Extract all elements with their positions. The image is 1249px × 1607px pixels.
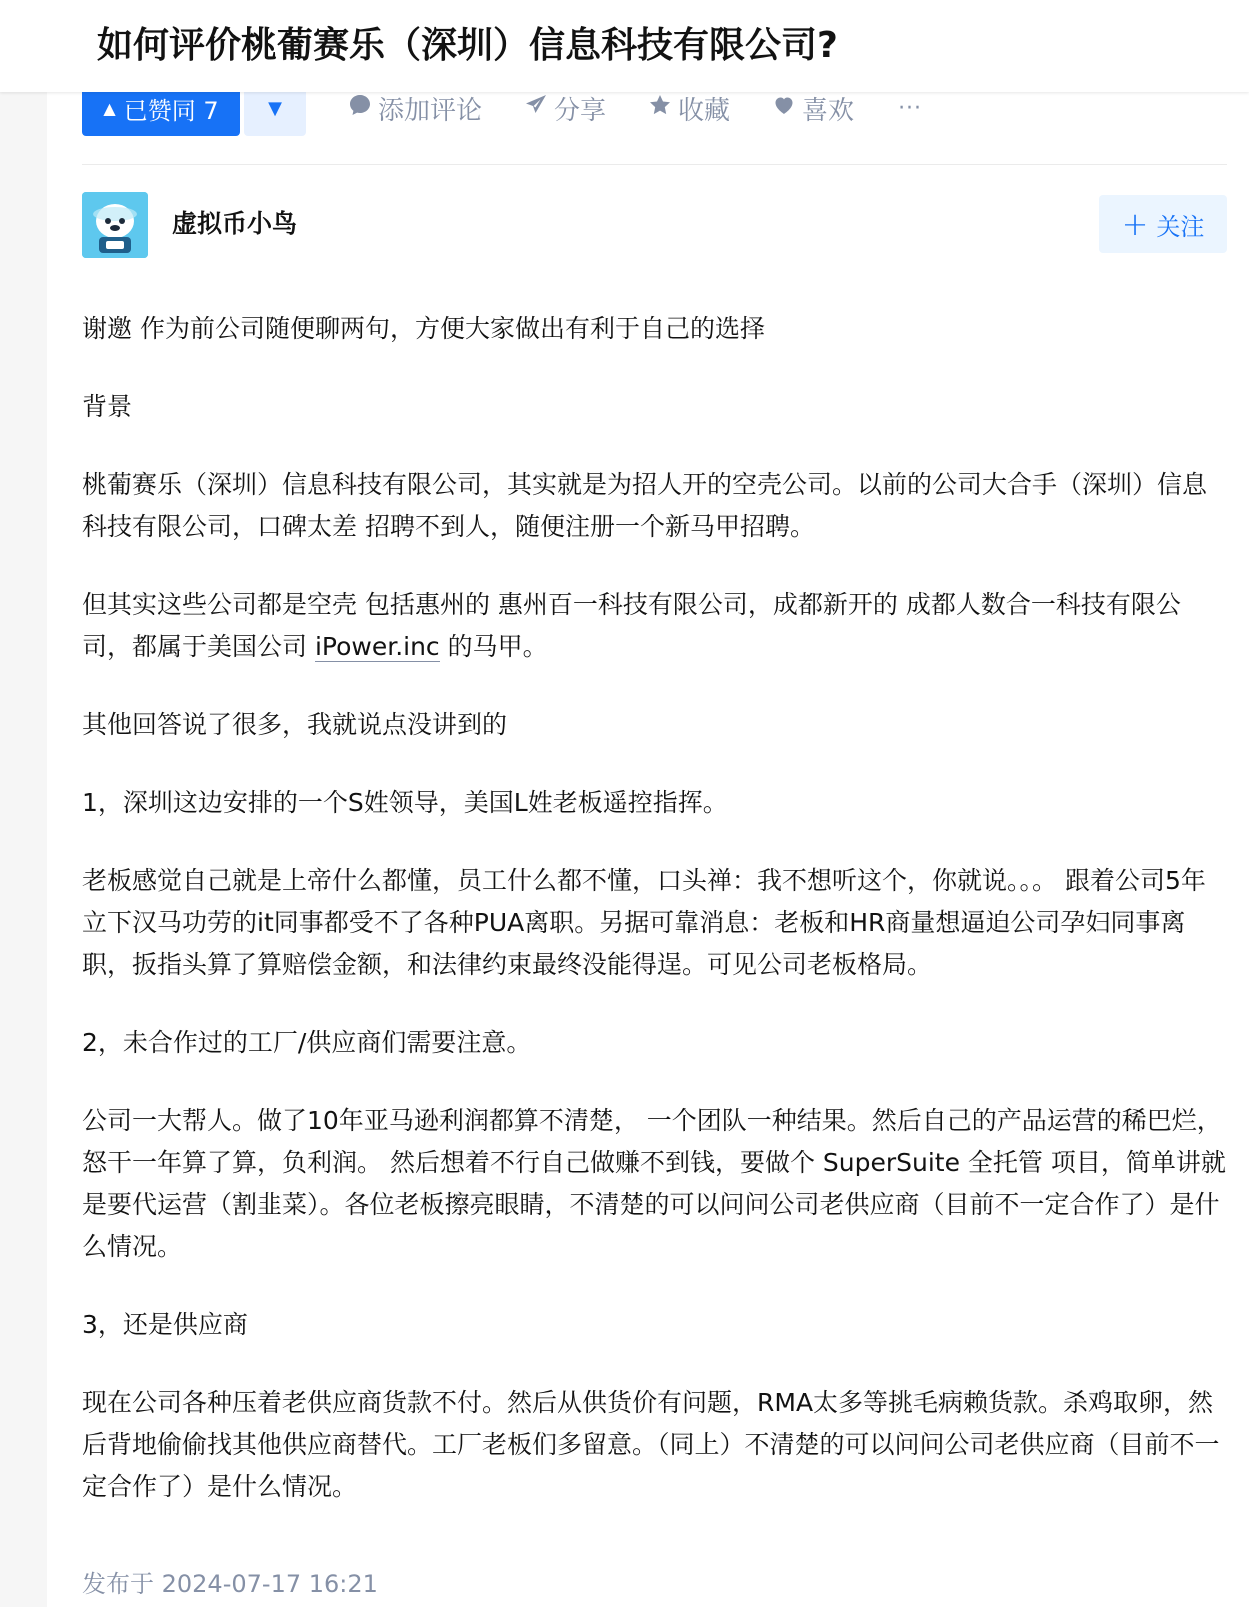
publish-time[interactable]: 发布于 2024-07-17 16:21 — [82, 1570, 378, 1598]
more-options-button[interactable] — [898, 96, 922, 121]
triangle-down-icon: ▼ — [268, 97, 282, 119]
paragraph: 谢邀 作为前公司随便聊两句，方便大家做出有利于自己的选择 — [82, 314, 765, 343]
paragraph: 1，深圳这边安排的一个S姓领导，美国L姓老板遥控指挥。 — [82, 788, 728, 817]
paragraph: 公司一大帮人。做了10年亚马逊利润都算不清楚， 一个团队一种结果。然后自己的产品运营的稀巴烂，怒干一年算了算，负利润。 然后想着不行自己做赚不到钱，要做个 SuperSuite 全托管 项目，简单讲就是要代运营（割韭菜）。各位老板擦亮眼睛，不清楚的可以问问公司老供应商（目前不一定合作了）是什么情况。 — [82, 1106, 1226, 1261]
author-name[interactable]: 虚拟币小鸟 — [172, 209, 298, 238]
plus-icon: + — [1121, 205, 1149, 243]
follow-button[interactable] — [1099, 195, 1227, 253]
heart-icon — [772, 93, 796, 123]
paragraph: 老板感觉自己就是上帝什么都懂，员工什么都不懂，口头禅：我不想听这个，你就说。。。 跟着公司5年立下汉马功劳的it同事都受不了各种PUA离职。另据可靠消息：老板和HR商量想逼迫公司孕妇同事离职，扳指头算了算赔偿金额，和法律约束最终没能得逞。可见公司老板格局。 — [82, 866, 1206, 979]
answer-content — [82, 308, 1227, 1544]
paragraph: 3，还是供应商 — [82, 1310, 248, 1339]
paragraph: 背景 — [82, 392, 133, 421]
paragraph-text: 但其实这些公司都是空壳 包括惠州的 惠州百一科技有限公司，成都新开的 成都人数合一科技有限公司，都属于美国公司 — [82, 590, 1181, 661]
share-button[interactable] — [524, 90, 606, 127]
vote-up-label: 已赞同 7 — [123, 96, 219, 125]
paper-plane-icon — [524, 93, 548, 123]
question-title[interactable]: 如何评价桃葡赛乐（深圳）信息科技有限公司? — [97, 25, 838, 66]
paragraph: 其他回答说了很多，我就说点没讲到的 — [82, 710, 508, 739]
triangle-up-icon: ▲ — [103, 98, 116, 118]
star-icon — [648, 93, 672, 123]
favorite-button[interactable] — [648, 90, 730, 127]
paragraph — [82, 584, 1227, 668]
avatar[interactable] — [82, 192, 148, 258]
follow-label: 关注 — [1156, 212, 1205, 241]
paragraph: 桃葡赛乐（深圳）信息科技有限公司，其实就是为招人开的空壳公司。以前的公司大合手（深圳）信息科技有限公司，口碑太差 招聘不到人，随便注册一个新马甲招聘。 — [82, 470, 1208, 541]
more-dots-icon: ··· — [898, 95, 923, 121]
paragraph-text: 的马甲。 — [439, 632, 548, 661]
question-header — [0, 0, 1249, 92]
comment-button[interactable] — [348, 90, 482, 127]
share-label: 分享 — [554, 95, 607, 126]
like-label: 喜欢 — [802, 95, 855, 126]
ipower-link[interactable]: iPower.inc — [314, 632, 440, 661]
comment-bubble-icon — [348, 93, 372, 123]
comment-label: 添加评论 — [378, 95, 483, 126]
favorite-label: 收藏 — [678, 95, 731, 126]
paragraph: 2，未合作过的工厂/供应商们需要注意。 — [82, 1028, 532, 1057]
divider — [82, 164, 1227, 165]
like-button[interactable] — [772, 90, 854, 127]
author-info — [82, 192, 1227, 258]
paragraph: 现在公司各种压着老供应商货款不付。然后从供货价有问题，RMA太多等挑毛病赖货款。杀鸡取卵，然后背地偷偷找其他供应商替代。工厂老板们多留意。（同上）不清楚的可以问问公司老供应商（目前不一定合作了）是什么情况。 — [82, 1388, 1220, 1501]
